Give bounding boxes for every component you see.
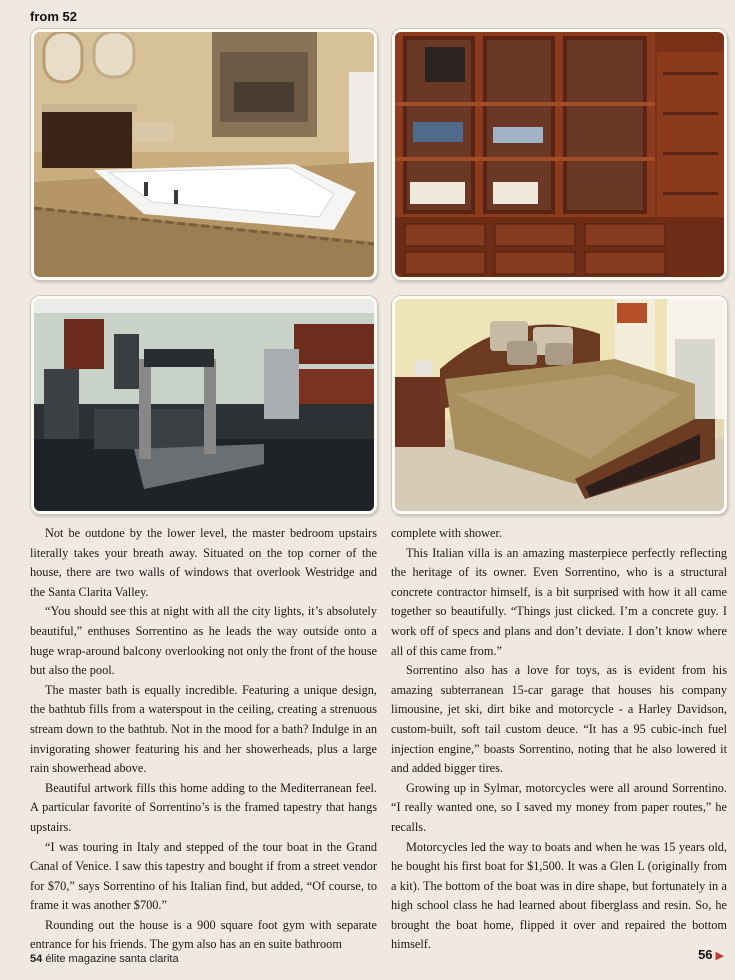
article-paragraph: Beautiful artwork fills this home adding to the Mediterranean feel. A particular favorite of Sorrentino’s is the framed tapestry that hangs upstairs. [30,780,377,834]
article-paragraph: The master bath is equally incredible. Featuring a unique design, the bathtub fills from a waterspout in the ceiling, creating a strenuous stream down to the bathtub. Not in the mood for a bath? Indulge in an invigorating shower featuring his and her showerheads, plus a large rain showerhead above. [30,682,377,776]
left-page-number: 54 [30,953,43,965]
magazine-name: élite magazine santa clarita [45,953,179,965]
wood-cabinet-photo [392,29,727,280]
master-bathtub-photo [31,29,377,280]
article-paragraph: Rounding out the house is a 900 square foot gym with separate entrance for his friends. The gym also has an en suite bathroom [30,917,377,952]
article-paragraph: This Italian villa is an amazing masterpiece perfectly reflecting the heritage of its owner. Even Sorrentino, who is a structural concrete contractor himself, is a bit surprised with how it all came together so beautifully. “Things just clicked. I’m a concrete guy. I work off of specs and plans and don’t deviate. I don’t know where all of this came from.” [391,545,727,658]
article-paragraph: Growing up in Sylmar, motorcycles were all around Sorrentino. “I really wanted one, so I saved my money from paper routes,” he recalls. [391,780,727,834]
right-page-number-link[interactable] [698,947,724,962]
master-bedroom-photo [392,296,727,514]
continued-from-label: from 52 [30,9,77,24]
article-column-left [30,524,377,955]
right-page-number: 56 [698,947,713,962]
article-paragraph: Not be outdone by the lower level, the master bedroom upstairs literally takes your breath away. Situated on the top corner of the house, there are two walls of windows that overlook Westridge and the Santa Clarita Valley. [30,526,377,599]
next-arrow-icon: ▶ [715,950,724,962]
page-footer [30,953,179,965]
article-column-right [391,524,727,955]
article-paragraph: “I was touring in Italy and stepped of the tour boat in the Grand Canal of Venice. I saw this tapestry and bought if from a street vendor for $70,” says Sorrentino of his Italian find, but added, “Of course, to frame it was another $700.” [30,839,377,913]
article-paragraph: “You should see this at night with all the city lights, it’s absolutely beautiful,” enthuses Sorrentino as he leads the way outside onto a huge wrap-around balcony overlooking not only the front of the house but also the pool. [30,604,377,678]
article-paragraph: Motorcycles led the way to boats and when he was 15 years old, he bought his first boat for $1,500. It was a Glen L (originally from a kit). The bottom of the boat was in dire shape, but fortunately in a high school class he had learned about fiberglass and resin. So, he brought the boat home, flipped it over and repaired the bottom himself. [391,839,727,952]
home-gym-photo [31,296,377,514]
article-continuation: complete with shower. [391,526,502,540]
article-paragraph: Sorrentino also has a love for toys, as is evident from his amazing subterranean 15-car garage that houses his company limousine, jet ski, dirt bike and motorcycle - a Harley Davidson, custom-built, soft tail custom deuce. “It has a 95 cubic-inch fuel injection engine,” boasts Sorrentino, noting that he also lowered it and added bigger tires. [391,663,727,776]
